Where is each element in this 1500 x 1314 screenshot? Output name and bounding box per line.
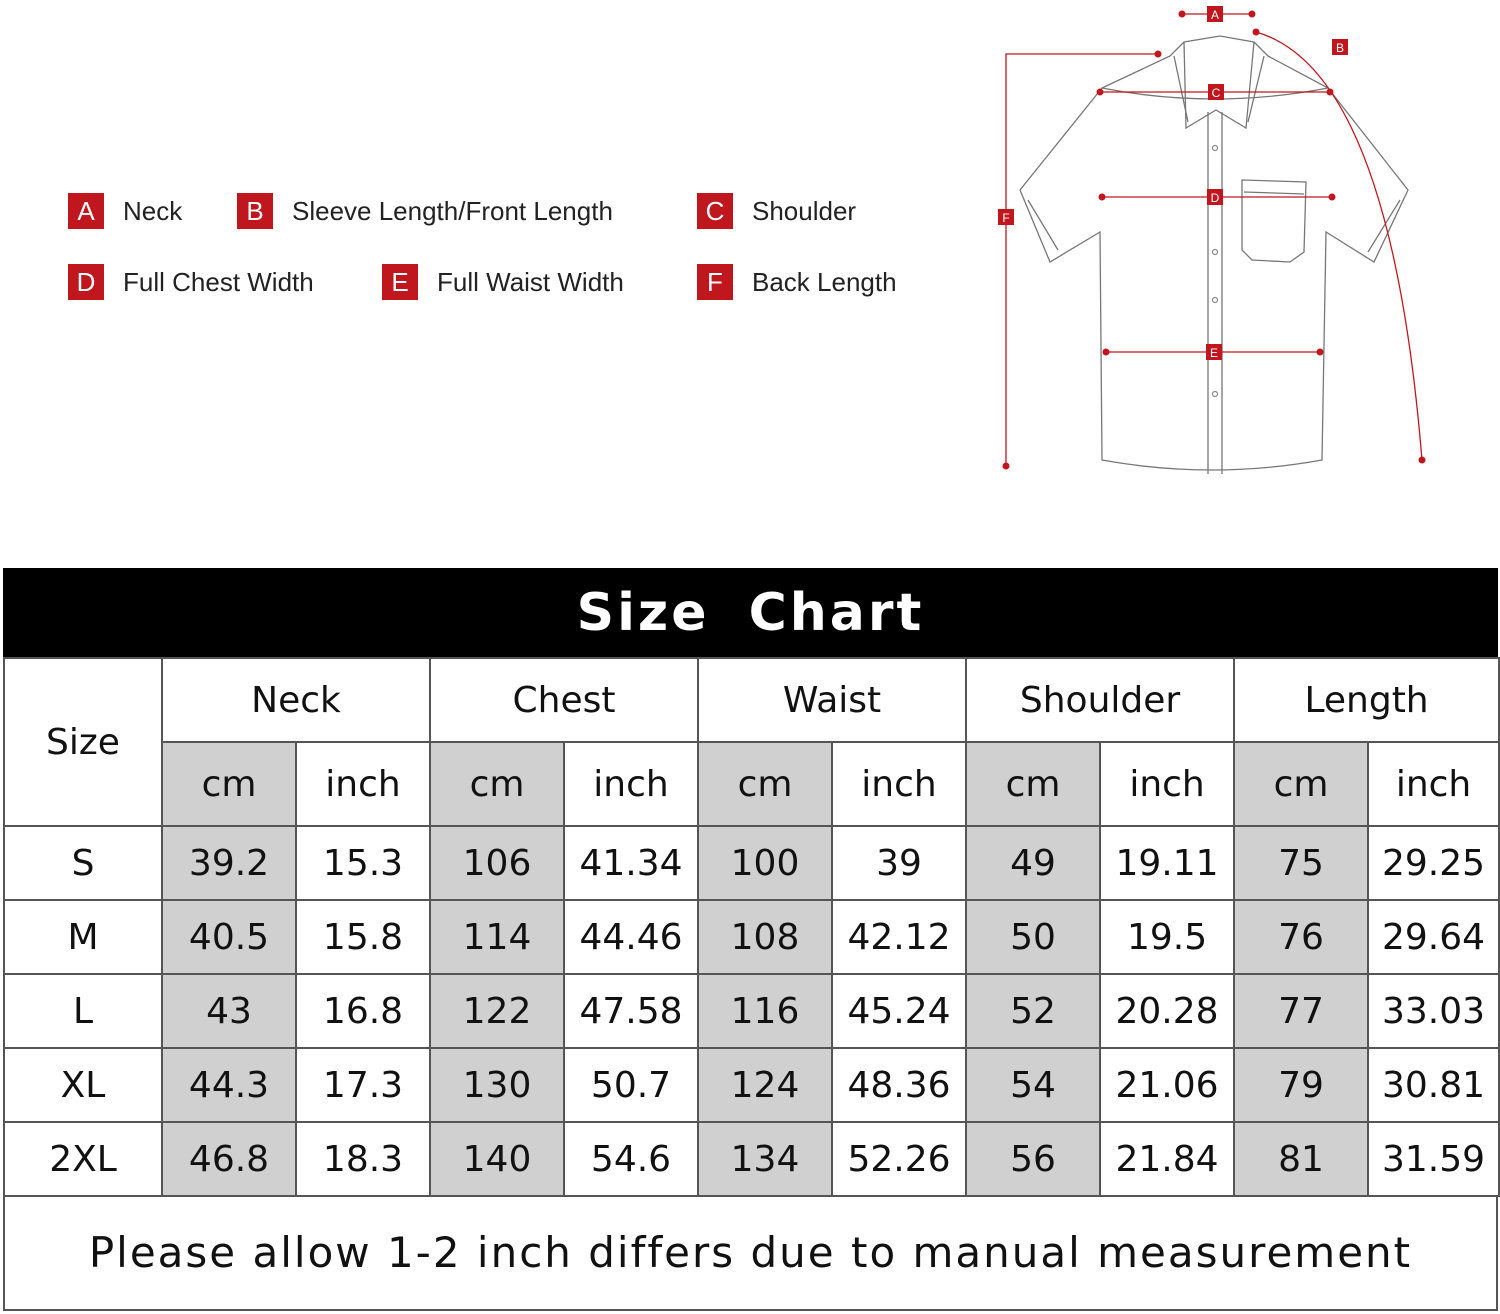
value-cell: 19.5 [1100,900,1234,974]
value-cell: 29.64 [1368,900,1499,974]
unit-header-cm: cm [698,742,832,826]
value-cell: 76 [1234,900,1368,974]
legend-badge-c: C [697,193,733,229]
table-row [4,1048,1499,1122]
legend-badge-f: F [697,264,733,300]
legend-item-back-length [697,264,897,300]
svg-text:E: E [1209,346,1219,360]
value-cell: 122 [430,974,564,1048]
legend-item-chest-width [68,264,314,300]
table-row [4,826,1499,900]
size-chart-title: Size Chart [3,568,1498,657]
value-cell: 124 [698,1048,832,1122]
value-cell: 108 [698,900,832,974]
value-cell: 43 [162,974,296,1048]
marker-f [998,209,1014,225]
legend-item-neck [68,193,182,229]
value-cell: 16.8 [296,974,430,1048]
legend-label-shoulder: Shoulder [752,195,857,226]
table-row [4,1122,1499,1196]
group-header-waist: Waist [698,658,966,742]
value-cell: 54 [966,1048,1100,1122]
shirt-outline-icon [1020,36,1408,474]
group-header-neck: Neck [162,658,430,742]
value-cell: 100 [698,826,832,900]
legend-badge-b: B [237,193,273,229]
legend-label-waist-width: Full Waist Width [437,266,624,297]
value-cell: 75 [1234,826,1368,900]
unit-header-inch: inch [832,742,966,826]
size-label: 2XL [4,1122,162,1196]
unit-header-inch: inch [1368,742,1499,826]
value-cell: 41.34 [564,826,698,900]
size-chart [3,568,1498,1311]
value-cell: 17.3 [296,1048,430,1122]
svg-text:F: F [1002,211,1010,225]
value-cell: 21.84 [1100,1122,1234,1196]
marker-a [1207,6,1223,22]
value-cell: 77 [1234,974,1368,1048]
svg-text:A: A [1210,8,1220,22]
marker-c [1208,84,1224,100]
size-column-header: Size [4,658,162,826]
value-cell: 39 [832,826,966,900]
unit-header-inch: inch [564,742,698,826]
unit-header-cm: cm [162,742,296,826]
value-cell: 15.3 [296,826,430,900]
group-header-row [4,658,1499,742]
value-cell: 130 [430,1048,564,1122]
value-cell: 49 [966,826,1100,900]
size-table [3,657,1500,1197]
unit-header-cm: cm [430,742,564,826]
legend-badge-a: A [68,193,104,229]
value-cell: 19.11 [1100,826,1234,900]
legend-item-shoulder [697,193,856,229]
marker-e [1206,344,1222,360]
unit-header-inch: inch [1100,742,1234,826]
legend-label-sleeve-length: Sleeve Length/Front Length [292,195,613,226]
value-cell: 33.03 [1368,974,1499,1048]
legend-badge-e: E [382,264,418,300]
value-cell: 52.26 [832,1122,966,1196]
marker-b [1332,39,1348,55]
svg-text:D: D [1210,191,1220,205]
value-cell: 44.3 [162,1048,296,1122]
value-cell: 116 [698,974,832,1048]
value-cell: 46.8 [162,1122,296,1196]
value-cell: 140 [430,1122,564,1196]
unit-header-row [4,742,1499,826]
value-cell: 29.25 [1368,826,1499,900]
value-cell: 52 [966,974,1100,1048]
value-cell: 79 [1234,1048,1368,1122]
value-cell: 114 [430,900,564,974]
value-cell: 54.6 [564,1122,698,1196]
value-cell: 50 [966,900,1100,974]
unit-header-inch: inch [296,742,430,826]
value-cell: 15.8 [296,900,430,974]
value-cell: 48.36 [832,1048,966,1122]
svg-text:C: C [1211,86,1221,100]
group-header-length: Length [1234,658,1499,742]
size-label: S [4,826,162,900]
value-cell: 18.3 [296,1122,430,1196]
value-cell: 44.46 [564,900,698,974]
value-cell: 81 [1234,1122,1368,1196]
size-label: L [4,974,162,1048]
value-cell: 39.2 [162,826,296,900]
value-cell: 30.81 [1368,1048,1499,1122]
legend-item-sleeve-length [237,193,613,229]
legend-label-chest-width: Full Chest Width [123,266,314,297]
measurement-lines [1006,14,1422,466]
value-cell: 21.06 [1100,1048,1234,1122]
value-cell: 56 [966,1122,1100,1196]
group-header-shoulder: Shoulder [966,658,1234,742]
table-row [4,900,1499,974]
shirt-measurement-diagram [990,0,1440,490]
measurement-dots [1003,11,1426,470]
legend-label-neck: Neck [123,195,183,226]
marker-d [1207,189,1223,205]
value-cell: 106 [430,826,564,900]
value-cell: 45.24 [832,974,966,1048]
legend-item-waist-width [382,264,624,300]
value-cell: 134 [698,1122,832,1196]
value-cell: 42.12 [832,900,966,974]
measurement-note: Please allow 1-2 inch differs due to manual measurement [3,1195,1498,1311]
value-cell: 50.7 [564,1048,698,1122]
value-cell: 40.5 [162,900,296,974]
value-cell: 31.59 [1368,1122,1499,1196]
svg-text:B: B [1335,41,1345,55]
size-label: XL [4,1048,162,1122]
legend-badge-d: D [68,264,104,300]
size-label: M [4,900,162,974]
value-cell: 20.28 [1100,974,1234,1048]
group-header-chest: Chest [430,658,698,742]
value-cell: 47.58 [564,974,698,1048]
unit-header-cm: cm [966,742,1100,826]
legend-label-back-length: Back Length [752,266,897,297]
unit-header-cm: cm [1234,742,1368,826]
table-row [4,974,1499,1048]
